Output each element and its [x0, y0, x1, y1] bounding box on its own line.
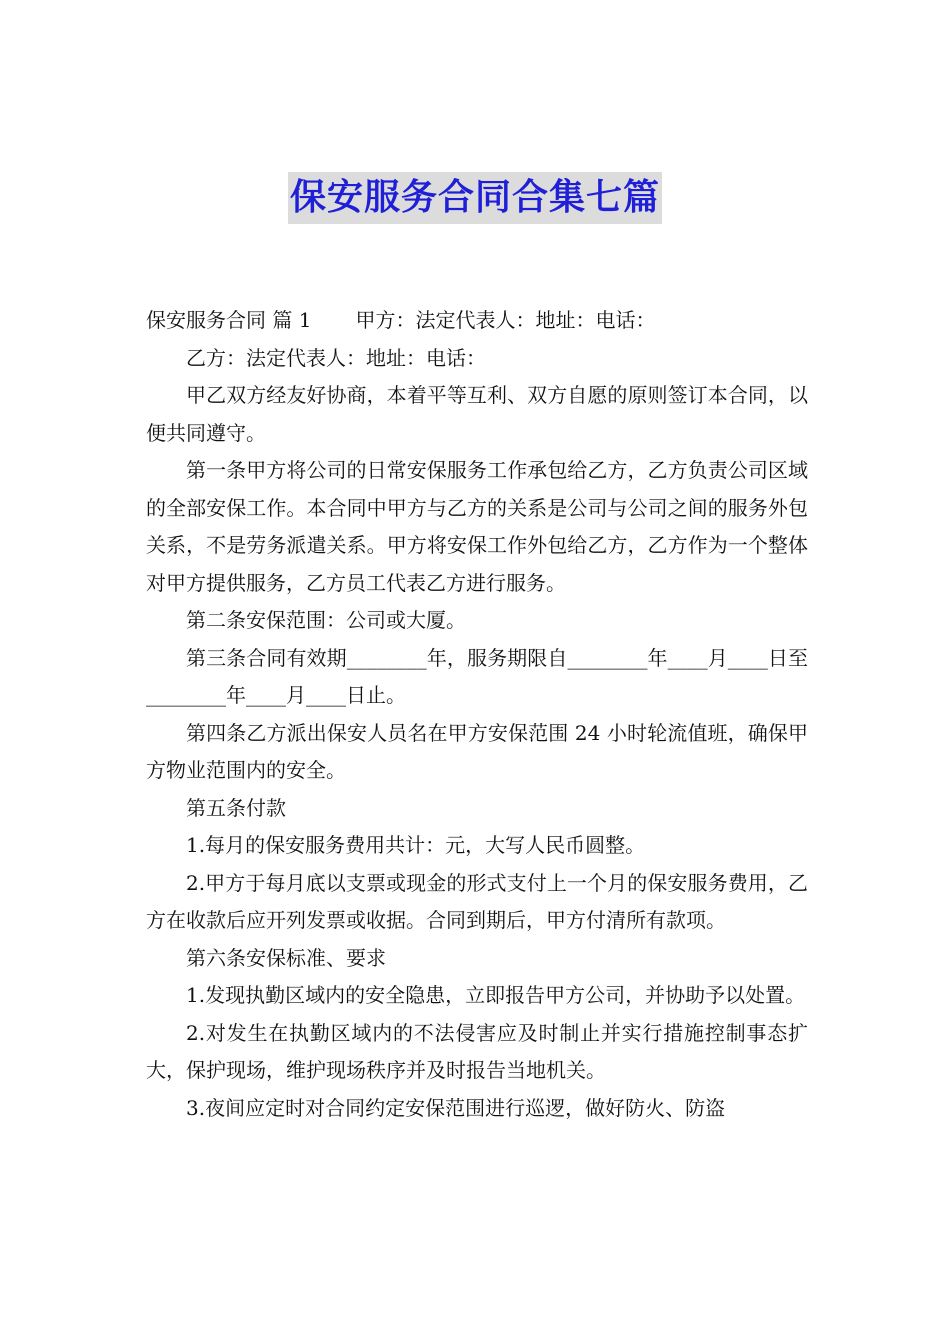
paragraph-preamble: 甲乙双方经友好协商，本着平等互利、双方自愿的原则签订本合同，以便共同遵守。 [146, 383, 808, 445]
paragraph-article-6-item-2: 2.对发生在执勤区域内的不法侵害应及时制止并实行措施控制事态扩大，保护现场，维护现场秩序并及时报告当地机关。 [146, 1020, 808, 1082]
paragraph-article-4: 第四条乙方派出保安人员名在甲方安保范围 24 小时轮流值班，确保甲方物业范围内的安全。 [146, 720, 808, 782]
paragraph-party-b: 乙方：法定代表人：地址：电话： [186, 345, 486, 370]
paragraph-article-5: 第五条付款 [186, 795, 286, 820]
paragraph-article-6: 第六条安保标准、要求 [186, 945, 386, 970]
contract-heading: 保安服务合同 篇 1 [146, 308, 312, 332]
first-paragraph [146, 302, 808, 340]
document-body [146, 302, 808, 1127]
paragraph-article-6-item-3: 3.夜间应定时对合同约定安保范围进行巡逻，做好防火、防盗 [186, 1095, 726, 1120]
paragraph-article-6-item-1: 1.发现执勤区域内的安全隐患，立即报告甲方公司，并协助予以处置。 [186, 983, 806, 1007]
paragraph-article-3: 第三条合同有效期________年，服务期限自________年____月____日至________年____月____日止。 [146, 645, 808, 707]
paragraph-article-5-item-2: 2.甲方于每月底以支票或现金的形式支付上一个月的保安服务费用，乙方在收款后应开列发票或收据。合同到期后，甲方付清所有款项。 [146, 870, 808, 932]
paragraph-article-1: 第一条甲方将公司的日常安保服务工作承包给乙方，乙方负责公司区域的全部安保工作。本合同中甲方与乙方的关系是公司与公司之间的服务外包关系，不是劳务派遣关系。甲方将安保工作外包给乙方，乙方作为一个整体对甲方提供服务，乙方员工代表乙方进行服务。 [146, 458, 808, 595]
paragraph-article-5-item-1: 1.每月的保安服务费用共计：元，大写人民币圆整。 [186, 833, 646, 857]
document-title: 保安服务合同合集七篇 [288, 172, 662, 224]
paragraph-article-2: 第二条安保范围：公司或大厦。 [186, 608, 466, 632]
party-a-line: 甲方：法定代表人：地址：电话： [355, 308, 656, 332]
title-container [0, 172, 950, 224]
